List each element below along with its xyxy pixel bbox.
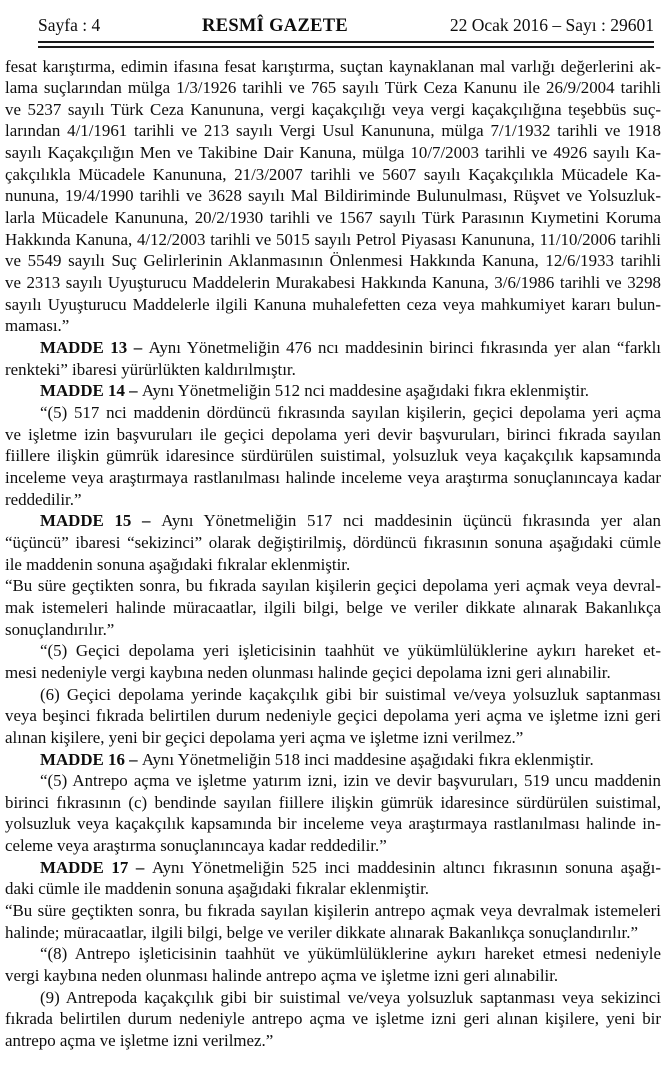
text-line: “(5) Antrepo açma ve işletme yatırım izni, izin ve devir başvuruları, 519 uncu maddenin (40, 771, 661, 791)
article-heading: MADDE 14 – (40, 381, 142, 401)
paragraph (5, 402, 661, 510)
page-header (38, 0, 654, 37)
text-line: Hakkında Kanuna, 4/12/2003 tarihli ve 5015 sayılı Petrol Piyasası Kanununa, 11/10/2006 tarihli (5, 229, 661, 249)
text-line: alınan kişilere, yeni bir geçici depolama yeri açma ve işletme izni verilmez.” (5, 727, 524, 747)
paragraph (5, 987, 661, 1052)
paragraph (5, 900, 661, 943)
paragraph (5, 337, 661, 380)
text-line: fiillere ilişkin gümrük idaresince sürdürülen suistimal, yolsuzluk veya kaçakçılık kapsamında (5, 446, 661, 466)
text-line: “Bu süre geçtikten sonra, bu fıkrada sayılan kişilerin geçici depolama yeri açmak veya devral- (5, 576, 661, 596)
article-heading: MADDE 13 – (40, 338, 149, 358)
paragraph (5, 770, 661, 857)
text-line: MADDE 13 – Aynı Yönetmeliğin 476 ncı maddesinin birinci fıkrasında yer alan “farklı (40, 338, 661, 358)
text-line: ve 2313 sayılı Uyuşturucu Maddelerin Murakabesi Hakkında Kanuna, 3/6/1986 tarihli ve 3298 (5, 273, 661, 293)
text-line: “(8) Antrepo işleticisinin taahhüt ve yükümlülüklerine aykırı hareket etmesi nedeniyle (40, 944, 661, 964)
page-number-label: Sayfa : 4 (38, 15, 101, 35)
article-heading: MADDE 17 – (40, 857, 152, 877)
text-line: larla Mücadele Kanununa, 20/2/1930 tarihli ve 1567 sayılı Türk Parasının Kıymetini Koruma (5, 208, 661, 228)
text-line: MADDE 17 – Aynı Yönetmeliğin 525 inci maddesinin altıncı fıkrasının sonuna aşağı- (40, 857, 661, 877)
text-line: birinci fıkrasının (c) bendinde sayılan fiillere ilişkin gümrük idaresince sürdürülen suistimal, (5, 792, 661, 812)
header-divider (38, 41, 654, 48)
text-line: (9) Antrepoda kaçakçılık gibi bir suistimal ve/veya yolsuzluk saptanması veya sekizinci (40, 987, 661, 1007)
text-line: mak istemeleri halinde müracaatlar, ilgili bilgi, belge ve veriler dikkate alınarak Bakanlıkça (5, 597, 661, 617)
text-line: reddedilir.” (5, 489, 82, 509)
text-line: celeme veya araştırma sonuçlanıncaya kadar reddedilir.” (5, 836, 387, 856)
text-line: sayılı Uyuşturucu Maddelerle ilgili Kanuna muhalefetten ceza veya mahkumiyet kararı bulun- (5, 294, 661, 314)
text-line: inceleme veya araştırmaya rastlanılması halinde inceleme veya araştırma sonuçlanıncaya kadar (5, 467, 661, 487)
gazette-title: RESMÎ GAZETE (202, 16, 349, 36)
text-line: “Bu süre geçtikten sonra, bu fıkrada sayılan kişilerin antrepo açmak veya devralmak istemeleri (5, 901, 661, 921)
text-line: “(5) Geçici depolama yeri işleticisinin taahhüt ve yükümlülüklerine aykırı hareket et- (40, 641, 661, 661)
text-line: lama suçlarından mülga 1/3/1926 tarihli ve 765 sayılı Türk Ceza Kanunu ile 26/9/2004 tarihli (5, 78, 661, 98)
text-line: antrepo açma ve işletme izni verilmez.” (5, 1031, 274, 1051)
text-line: yolsuzluk veya kaçakçılık kapsamında bir inceleme veya araştırmaya rastlanılması halinde in- (5, 814, 661, 834)
text-line: daki cümle ile maddenin sonuna aşağıdaki fıkralar eklenmiştir. (5, 879, 430, 899)
issue-date-label: 22 Ocak 2016 – Sayı : 29601 (449, 15, 654, 35)
text-line: sonuçlandırılır.” (5, 619, 115, 639)
paragraph (5, 857, 661, 900)
text-line: MADDE 14 – Aynı Yönetmeliğin 512 nci maddesine aşağıdaki fıkra eklenmiştir. (40, 381, 590, 401)
text-line: mesi nedeniyle vergi kaybına neden olunması halinde geçici depolama izni geri alınabilir. (5, 662, 611, 682)
paragraph (5, 640, 661, 683)
text-line: “(5) 517 nci maddenin dördüncü fıkrasında sayılan kişilerin, geçici depolama yeri açma (40, 403, 661, 422)
text-line: sayılı Kaçakçılığın Men ve Takibine Dair Kanuna, mülga 10/7/2003 tarihli ve 4926 sayılı Ka- (5, 143, 661, 163)
paragraph (5, 575, 661, 640)
text-line: MADDE 16 – Aynı Yönetmeliğin 518 inci maddesine aşağıdaki fıkra eklenmiştir. (40, 749, 594, 769)
paragraph (5, 684, 661, 749)
text-line: ile maddenin sonuna aşağıdaki fıkralar eklenmiştir. (5, 554, 351, 574)
text-line: renkteki” ibaresi yürürlükten kaldırılmıştır. (5, 359, 296, 379)
text-line: halinde; müracaatlar, ilgili bilgi, belge ve veriler dikkate alınarak Bakanlıkça sonuçlandırılır.” (5, 922, 638, 942)
text-line: ve işletme izin başvuruları ile geçici depolama yeri devir başvuruları, birinci fıkrada sayılan (5, 424, 661, 444)
document-body (5, 56, 661, 1052)
paragraph (5, 943, 661, 986)
paragraph (5, 510, 661, 575)
text-line: ve 5549 sayılı Suç Gelirlerinin Aklanmasının Önlenmesi Hakkında Kanuna, 12/6/1933 tarihli (5, 251, 661, 271)
text-line: vergi kaybına neden olunması halinde antrepo açma ve işletme izni geri alınabilir. (5, 966, 559, 986)
paragraph (5, 56, 661, 338)
paragraph (5, 380, 661, 402)
text-line: fesat karıştırma, edimin ifasına fesat karıştırma, suçtan kaynaklanan mal varlığı değerlerini ak- (5, 56, 661, 76)
text-line: larından 4/1/1961 tarihli ve 213 sayılı Vergi Usul Kanununa, mülga 7/1/1932 tarihli ve 1918 (5, 121, 661, 141)
text-line: “üçüncü” ibaresi “sekizinci” olarak değiştirilmiş, dördüncü fıkrasının sonuna aşağıdaki cümle (5, 532, 661, 552)
text-line: MADDE 15 – Aynı Yönetmeliğin 517 nci maddesinin üçüncü fıkrasında yer alan (40, 511, 661, 531)
text-line: ve 5237 sayılı Türk Ceza Kanununa, vergi kaçakçılığı veya vergi kaçakçılığına teşebbüs suç- (5, 99, 661, 119)
text-line: (6) Geçici depolama yerinde kaçakçılık gibi bir suistimal ve/veya yolsuzluk saptanması (40, 684, 661, 704)
article-heading: MADDE 16 – (40, 749, 142, 769)
paragraph (5, 749, 661, 771)
text-line: veya beşinci fıkrada belirtilen durum nedeniyle geçici depolama yeri açma ve işletme izni geri (5, 706, 661, 726)
text-line: nununa, 19/4/1990 tarihli ve 3628 sayılı Mal Bildiriminde Bulunulması, Rüşvet ve Yolsuzluk- (5, 186, 661, 206)
text-line: çakçılıkla Mücadele Kanununa, 21/3/2007 tarihli ve 5607 sayılı Kaçakçılıkla Mücadele Ka- (5, 164, 661, 184)
article-heading: MADDE 15 – (40, 511, 162, 531)
text-line: fıkrada belirtilen durum nedeniyle antrepo açma ve işletme izni geri alınan kişilere, yeni bir (5, 1009, 661, 1029)
text-line: maması.” (5, 316, 70, 336)
